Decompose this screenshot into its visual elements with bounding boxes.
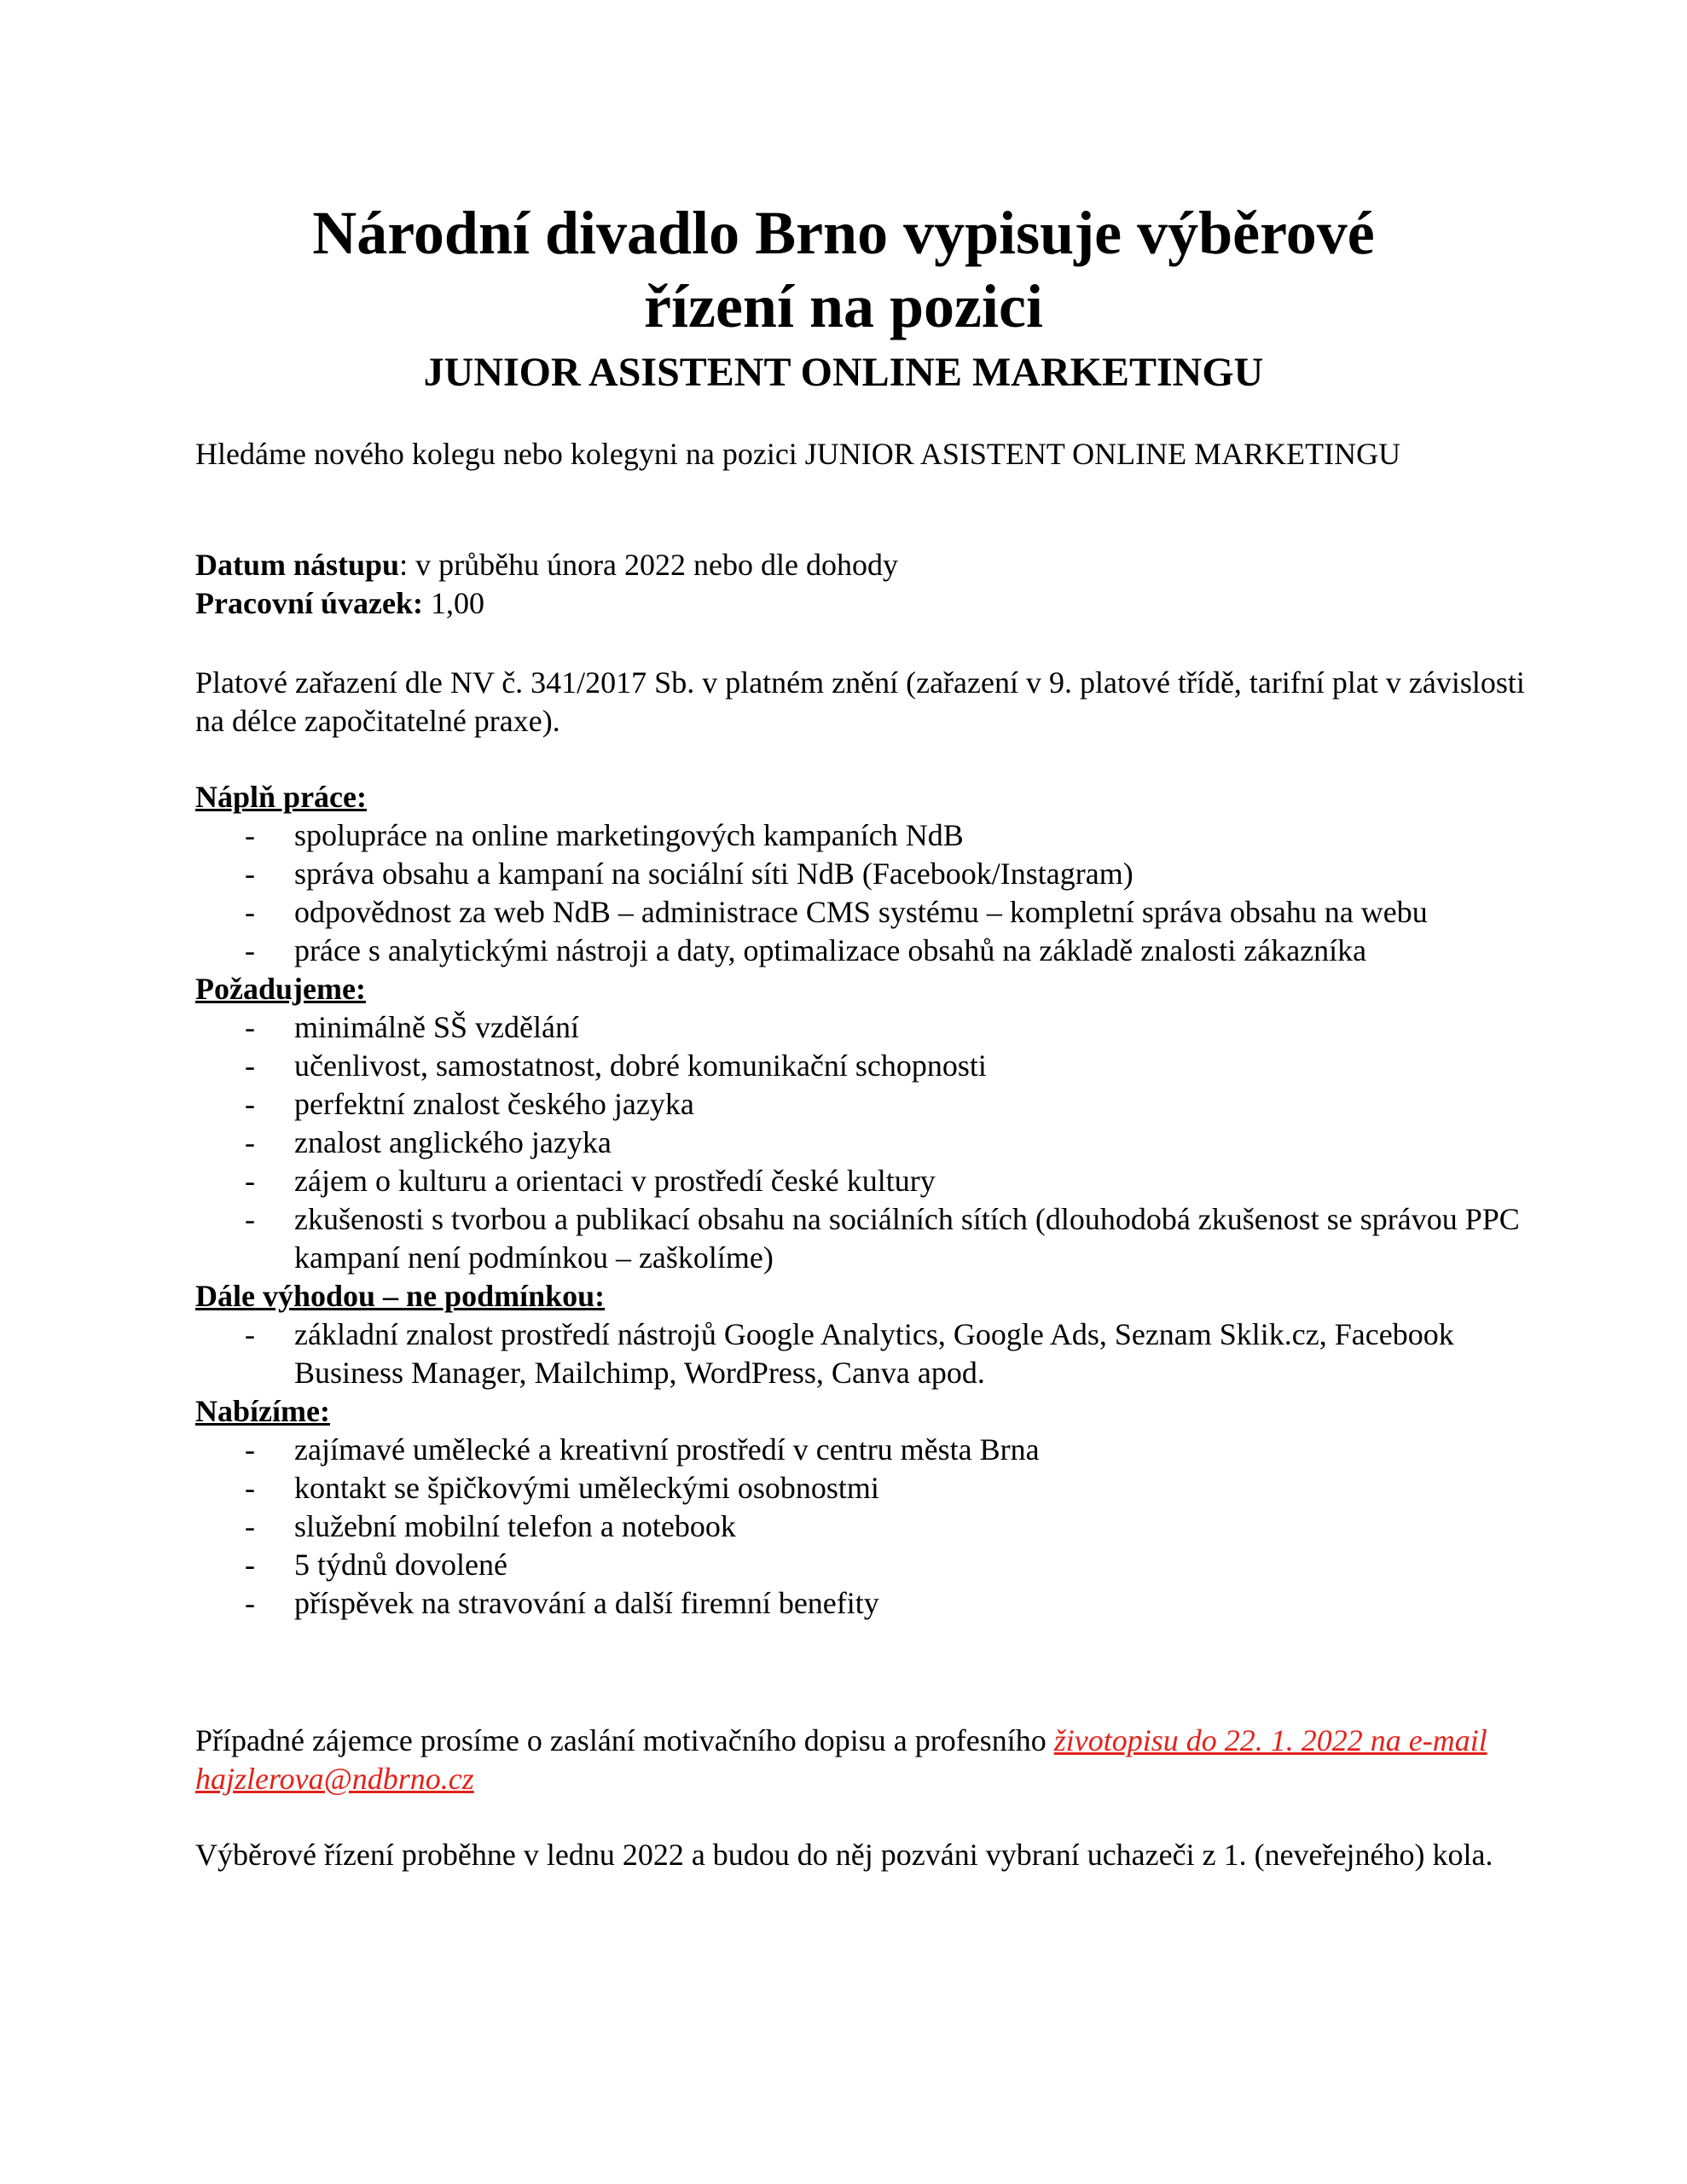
list-item-text: odpovědnost za web NdB – administrace CMS systému – kompletní správa obsahu na webu	[294, 895, 1428, 929]
list-nabizime	[195, 1431, 1526, 1623]
workload-line	[195, 584, 1526, 623]
list-item-text: spolupráce na online marketingových kampaních NdB	[294, 818, 964, 852]
list-item-text: práce s analytickými nástroji a daty, optimalizace obsahů na základě znalosti zákazníka	[294, 933, 1367, 967]
dash-bullet: -	[245, 1164, 255, 1198]
list-item-text: správa obsahu a kampaní na sociální síti NdB (Facebook/Instagram)	[294, 857, 1133, 891]
document-title	[0, 196, 1687, 343]
list-item-text: příspěvek na stravování a další firemní benefity	[294, 1586, 879, 1620]
workload-label: Pracovní úvazek:	[195, 586, 423, 620]
salary-block	[195, 664, 1526, 741]
list-item-text: minimálně SŠ vzdělání	[294, 1010, 579, 1044]
list-item-text: 5 týdnů dovolené	[294, 1548, 507, 1582]
list-napln	[195, 816, 1526, 970]
dash-bullet: -	[245, 1087, 255, 1121]
final-block	[195, 1836, 1526, 1874]
list-item	[195, 1507, 1526, 1546]
dash-bullet: -	[245, 1509, 255, 1543]
list-vyhodou	[195, 1316, 1526, 1392]
list-item-text: zkušenosti s tvorbou a publikací obsahu na sociálních sítích (dlouhodobá zkušenost se správou PPC kampaní není podmínkou – zaškolíme)	[294, 1202, 1520, 1275]
list-item-text: základní znalost prostředí nástrojů Google Analytics, Google Ads, Seznam Sklik.cz, Facebook Business Manager, Mailchimp, WordPress, Canva apod.	[294, 1317, 1454, 1390]
dash-bullet: -	[245, 1125, 255, 1159]
dash-bullet: -	[245, 857, 255, 891]
list-item	[195, 1085, 1526, 1124]
dash-bullet: -	[245, 1317, 255, 1351]
section-heading-napln: Náplň práce:	[195, 780, 367, 814]
list-item	[195, 1431, 1526, 1469]
workload-value: 1,00	[422, 586, 484, 620]
cv-email-link[interactable]: životopisu do 22. 1. 2022 na e-mail hajzlerova@ndbrno.cz	[195, 1723, 1487, 1796]
list-item	[195, 1124, 1526, 1162]
salary-text: Platové zařazení dle NV č. 341/2017 Sb. v platném znění (zařazení v 9. platové třídě, tarifní plat v závislosti na délce započitatelné praxe).	[195, 665, 1525, 738]
list-item	[195, 1047, 1526, 1085]
list-item-text: služební mobilní telefon a notebook	[294, 1509, 736, 1543]
section-vyhodou	[195, 1277, 1526, 1392]
list-item	[195, 893, 1526, 932]
section-heading-vyhodou: Dále výhodou – ne podmínkou:	[195, 1279, 606, 1313]
title-line-1: Národní divadlo Brno vypisuje výběrové	[312, 199, 1375, 267]
dash-bullet: -	[245, 1432, 255, 1467]
dash-bullet: -	[245, 1471, 255, 1505]
final-text: Výběrové řízení proběhne v lednu 2022 a budou do něj pozváni vybraní uchazeči z 1. (neveřejného) kola.	[195, 1838, 1493, 1872]
dash-bullet: -	[245, 1048, 255, 1083]
position-subtitle: JUNIOR ASISTENT ONLINE MARKETINGU	[423, 350, 1264, 395]
list-item	[195, 1584, 1526, 1623]
list-item-text: perfektní znalost českého jazyka	[294, 1087, 694, 1121]
list-item	[195, 816, 1526, 855]
start-date-line	[195, 546, 1526, 584]
section-pozadujeme	[195, 970, 1526, 1277]
dash-bullet: -	[245, 1586, 255, 1620]
list-item	[195, 1162, 1526, 1200]
list-item	[195, 1200, 1526, 1277]
section-napln	[195, 778, 1526, 970]
section-nabizime	[195, 1392, 1526, 1623]
list-item-text: znalost anglického jazyka	[294, 1125, 612, 1159]
dash-bullet: -	[245, 1548, 255, 1582]
closing-lead: Případné zájemce prosíme o zaslání motivačního dopisu a profesního	[195, 1723, 1054, 1757]
list-item	[195, 855, 1526, 893]
section-heading-pozadujeme: Požadujeme:	[195, 972, 366, 1006]
start-date-value: : v průběhu února 2022 nebo dle dohody	[399, 548, 898, 582]
closing-text	[195, 1722, 1526, 1798]
dash-bullet: -	[245, 1010, 255, 1044]
dash-bullet: -	[245, 818, 255, 852]
list-pozadujeme	[195, 1008, 1526, 1277]
title-line-2: řízení na pozici	[644, 272, 1043, 340]
section-heading-nabizime: Nabízíme:	[195, 1394, 330, 1428]
list-item	[195, 932, 1526, 970]
start-date-label: Datum nástupu	[195, 548, 400, 582]
closing-block	[195, 1722, 1526, 1798]
list-item	[195, 1469, 1526, 1507]
dash-bullet: -	[245, 1202, 255, 1236]
terms-block	[195, 546, 1526, 623]
list-item	[195, 1008, 1526, 1047]
intro-block	[195, 435, 1526, 473]
list-item-text: zajímavé umělecké a kreativní prostředí v centru města Brna	[294, 1432, 1040, 1467]
dash-bullet: -	[245, 895, 255, 929]
list-item	[195, 1316, 1526, 1392]
list-item	[195, 1546, 1526, 1584]
list-item-text: zájem o kulturu a orientaci v prostředí české kultury	[294, 1164, 936, 1198]
list-item-text: kontakt se špičkovými uměleckými osobnostmi	[294, 1471, 879, 1505]
sections-block	[195, 778, 1526, 1623]
intro-text: Hledáme nového kolegu nebo kolegyni na pozici JUNIOR ASISTENT ONLINE MARKETINGU	[195, 437, 1401, 471]
list-item-text: učenlivost, samostatnost, dobré komunikační schopnosti	[294, 1048, 987, 1083]
dash-bullet: -	[245, 933, 255, 967]
